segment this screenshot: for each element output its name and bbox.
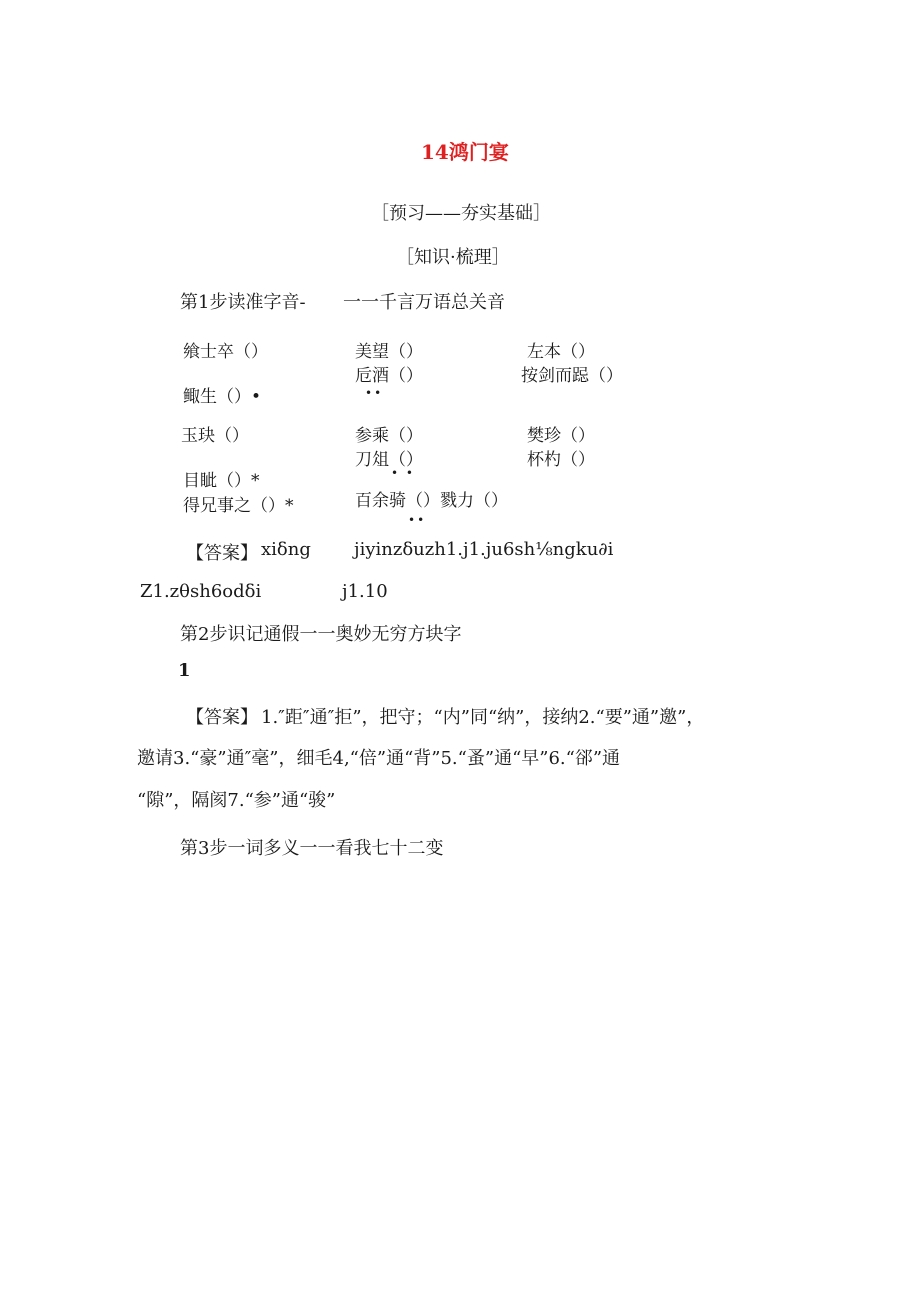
emphasis-dots: •• <box>365 386 384 400</box>
step1-title: 第1步读准字音- <box>180 292 306 313</box>
step2-answer-line1: 1.″距″通″拒”，把守；“内”同“纳”，接纳2.“要”通”邀”， <box>261 707 705 728</box>
step2-answer-line2: 邀请3.“豪”通″毫”，细毛4,“倍”通“背”5.“蚤”通“早”6.“郤”通 <box>137 748 621 769</box>
pronunciation-item: 杯杓（） <box>527 450 595 470</box>
step2-title: 第2步识记通假一一奥妙无穷方块字 <box>180 624 462 645</box>
emphasis-dots: • • <box>391 466 415 480</box>
section-header: ［预习——夯实基础］ <box>371 203 551 224</box>
step1-answer-label: 【答案】 <box>186 543 258 564</box>
pronunciation-item: 美望（） <box>355 342 423 362</box>
pronunciation-item: 鲰生（）• <box>183 387 262 407</box>
pronunciation-item: 目眦（）* <box>183 471 260 491</box>
step1-answer-line2a: Z1.zθsh6odδi <box>140 581 262 602</box>
emphasis-dots: •• <box>408 513 427 527</box>
pronunciation-item: 樊珍（） <box>527 426 595 446</box>
step1-subtitle: 一一千言万语总关音 <box>343 292 505 313</box>
pronunciation-item: 左本（） <box>527 342 595 362</box>
step1-answer-line2b: j1.10 <box>342 581 388 602</box>
pronunciation-item: 按剑而跽（） <box>521 366 623 386</box>
page-title: 14鸿门宴 <box>421 140 509 164</box>
pronunciation-item: 玉玦（） <box>181 426 249 446</box>
step2-number: 1 <box>178 660 191 681</box>
pronunciation-item: 飨士卒（） <box>183 342 268 362</box>
pronunciation-item: 百余骑（）戮力（） <box>355 491 508 511</box>
step1-answer-part2: jiyinzδuzh1.j1.ju6sh⅛ngku∂i <box>354 539 614 560</box>
subsection-header: ［知识·梳理］ <box>396 247 510 268</box>
pronunciation-item: 刀俎（） <box>355 450 423 470</box>
step3-title: 第3步一词多义一一看我七十二变 <box>180 838 444 859</box>
step2-answer-label: 【答案】 <box>186 707 258 728</box>
step1-answer-part1: xiδng <box>261 539 311 560</box>
step2-answer-line3: “隙”，隔阂7.“参”通“骏” <box>137 790 336 811</box>
pronunciation-item: 得兄事之（）* <box>183 496 294 516</box>
pronunciation-item: 参乘（） <box>355 426 423 446</box>
pronunciation-item: 卮酒（） <box>355 366 423 386</box>
